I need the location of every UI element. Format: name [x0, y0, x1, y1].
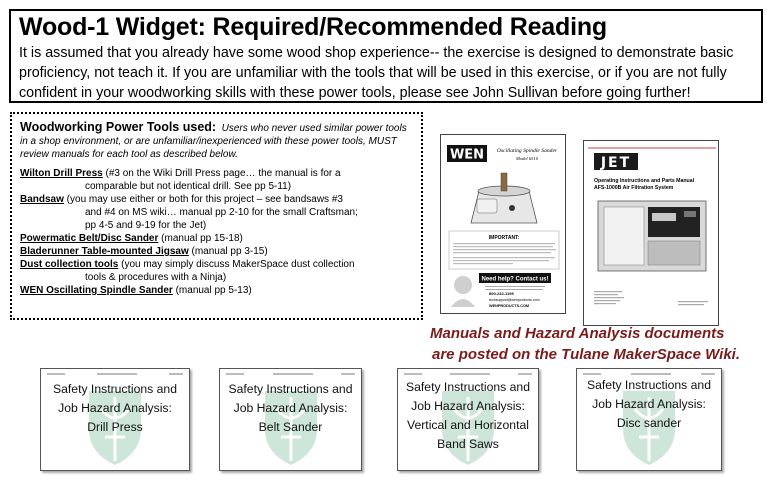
- tool-name[interactable]: Dust collection tools: [20, 259, 119, 270]
- wen-manual-art: [441, 135, 566, 314]
- page-title: Wood-1 Widget: Required/Recommended Reading: [19, 13, 607, 41]
- wiki-note: [430, 323, 770, 365]
- safety-card-disc-sander[interactable]: [576, 368, 722, 471]
- card-line: Safety Instructions and: [587, 378, 711, 392]
- card-line: Safety Instructions and: [228, 382, 353, 396]
- wen-web: WENPRODUCTS.COM: [489, 304, 530, 308]
- card-line: Band Saws: [437, 437, 499, 451]
- card-line: Drill Press: [87, 420, 143, 434]
- tool-item-drill-press: Wilton Drill Press (#3 on the Wiki Drill Press page… the manual is for a comparable but not identical drill. See pp 5-11): [20, 168, 341, 192]
- tool-name[interactable]: Wilton Drill Press: [20, 168, 103, 179]
- card-line: Vertical and Horizontal: [407, 418, 529, 432]
- wen-email: techsupport@wenproducts.com: [489, 298, 540, 302]
- tool-item-jigsaw: Bladerunner Table-mounted Jigsaw (manual pp 3-15): [20, 246, 268, 257]
- spindle-sander-icon: [471, 173, 537, 223]
- card-line: Job Hazard Analysis:: [58, 401, 172, 415]
- tool-item-belt-disc-sander: Powermatic Belt/Disc Sander (manual pp 15-18): [20, 233, 243, 244]
- tool-list: [20, 167, 413, 297]
- tool-name[interactable]: Bladerunner Table-mounted Jigsaw: [20, 246, 189, 257]
- jet-manual-thumbnail[interactable]: [583, 140, 719, 326]
- tool-item-dust-collection: Dust collection tools (you may simply discuss MakerSpace dust collection tools & procedures with a Ninja): [20, 259, 355, 283]
- wen-important: IMPORTANT:: [488, 235, 520, 241]
- card-line: Safety Instructions and: [406, 380, 530, 394]
- wen-product: Oscillating Spindle Sander: [496, 148, 558, 154]
- wen-model: Model 6510: [515, 156, 539, 161]
- card-line: Job Hazard Analysis:: [411, 399, 525, 413]
- support-person-icon: [451, 276, 475, 307]
- jet-logo: JET: [600, 155, 632, 171]
- air-filter-icon: [598, 201, 706, 271]
- wiki-note-line-1: Manuals and Hazard Analysis documents: [430, 325, 725, 342]
- card-line: Safety Instructions and: [53, 382, 177, 396]
- wiki-note-line-2: are posted on the Tulane MakerSpace Wiki.: [432, 346, 741, 363]
- header-box: [9, 9, 763, 103]
- wen-help: Need help? Contact us!: [481, 276, 549, 283]
- jet-title: Operating Instructions and Parts Manual: [594, 178, 695, 184]
- tools-intro: Users who never used similar power tools in a shop environment, or are unfamiliar/inexperienced with these power tools, MUST review manuals for each tool as described below.: [20, 123, 407, 160]
- card-line: Disc sander: [616, 416, 682, 430]
- intro-paragraph: It is assumed that you already have some wood shop experience-- the exercise is designed to demonstrate basic proficiency, not teach it. If you are unfamiliar with the tools that will be used in this exercise, or if you are not fully confident in your woodworking skills with these power tools, please see John Sullivan before going further!: [19, 45, 734, 101]
- wen-manual-thumbnail[interactable]: [440, 134, 566, 314]
- wen-logo: WEN: [449, 147, 485, 163]
- tools-heading: Woodworking Power Tools used:: [20, 120, 217, 134]
- card-line: Belt Sander: [258, 420, 323, 434]
- tool-item-bandsaw: Bandsaw (you may use either or both for this project – see bandsaws #3 and #4 on MS wiki… manual pp 2-10 for the small Craftsman; pp 4-5 and 9-19 for the Jet): [20, 194, 358, 231]
- jet-manual-art: [584, 141, 719, 326]
- safety-card-band-saws[interactable]: [397, 368, 539, 471]
- tool-name[interactable]: Bandsaw: [20, 194, 64, 205]
- wen-phone: 800-232-1195: [489, 291, 514, 296]
- tool-item-spindle-sander: WEN Oscillating Spindle Sander (manual pp 5-13): [20, 285, 252, 296]
- jet-model: AFS-1000B Air Filtration System: [594, 185, 674, 191]
- tool-name[interactable]: WEN Oscillating Spindle Sander: [20, 285, 173, 296]
- card-line: Job Hazard Analysis:: [592, 397, 706, 411]
- safety-card-drill-press[interactable]: [40, 368, 190, 471]
- card-line: Job Hazard Analysis:: [233, 401, 348, 415]
- power-tools-box: [10, 112, 423, 320]
- tool-name[interactable]: Powermatic Belt/Disc Sander: [20, 233, 159, 244]
- safety-card-belt-sander[interactable]: [219, 368, 362, 471]
